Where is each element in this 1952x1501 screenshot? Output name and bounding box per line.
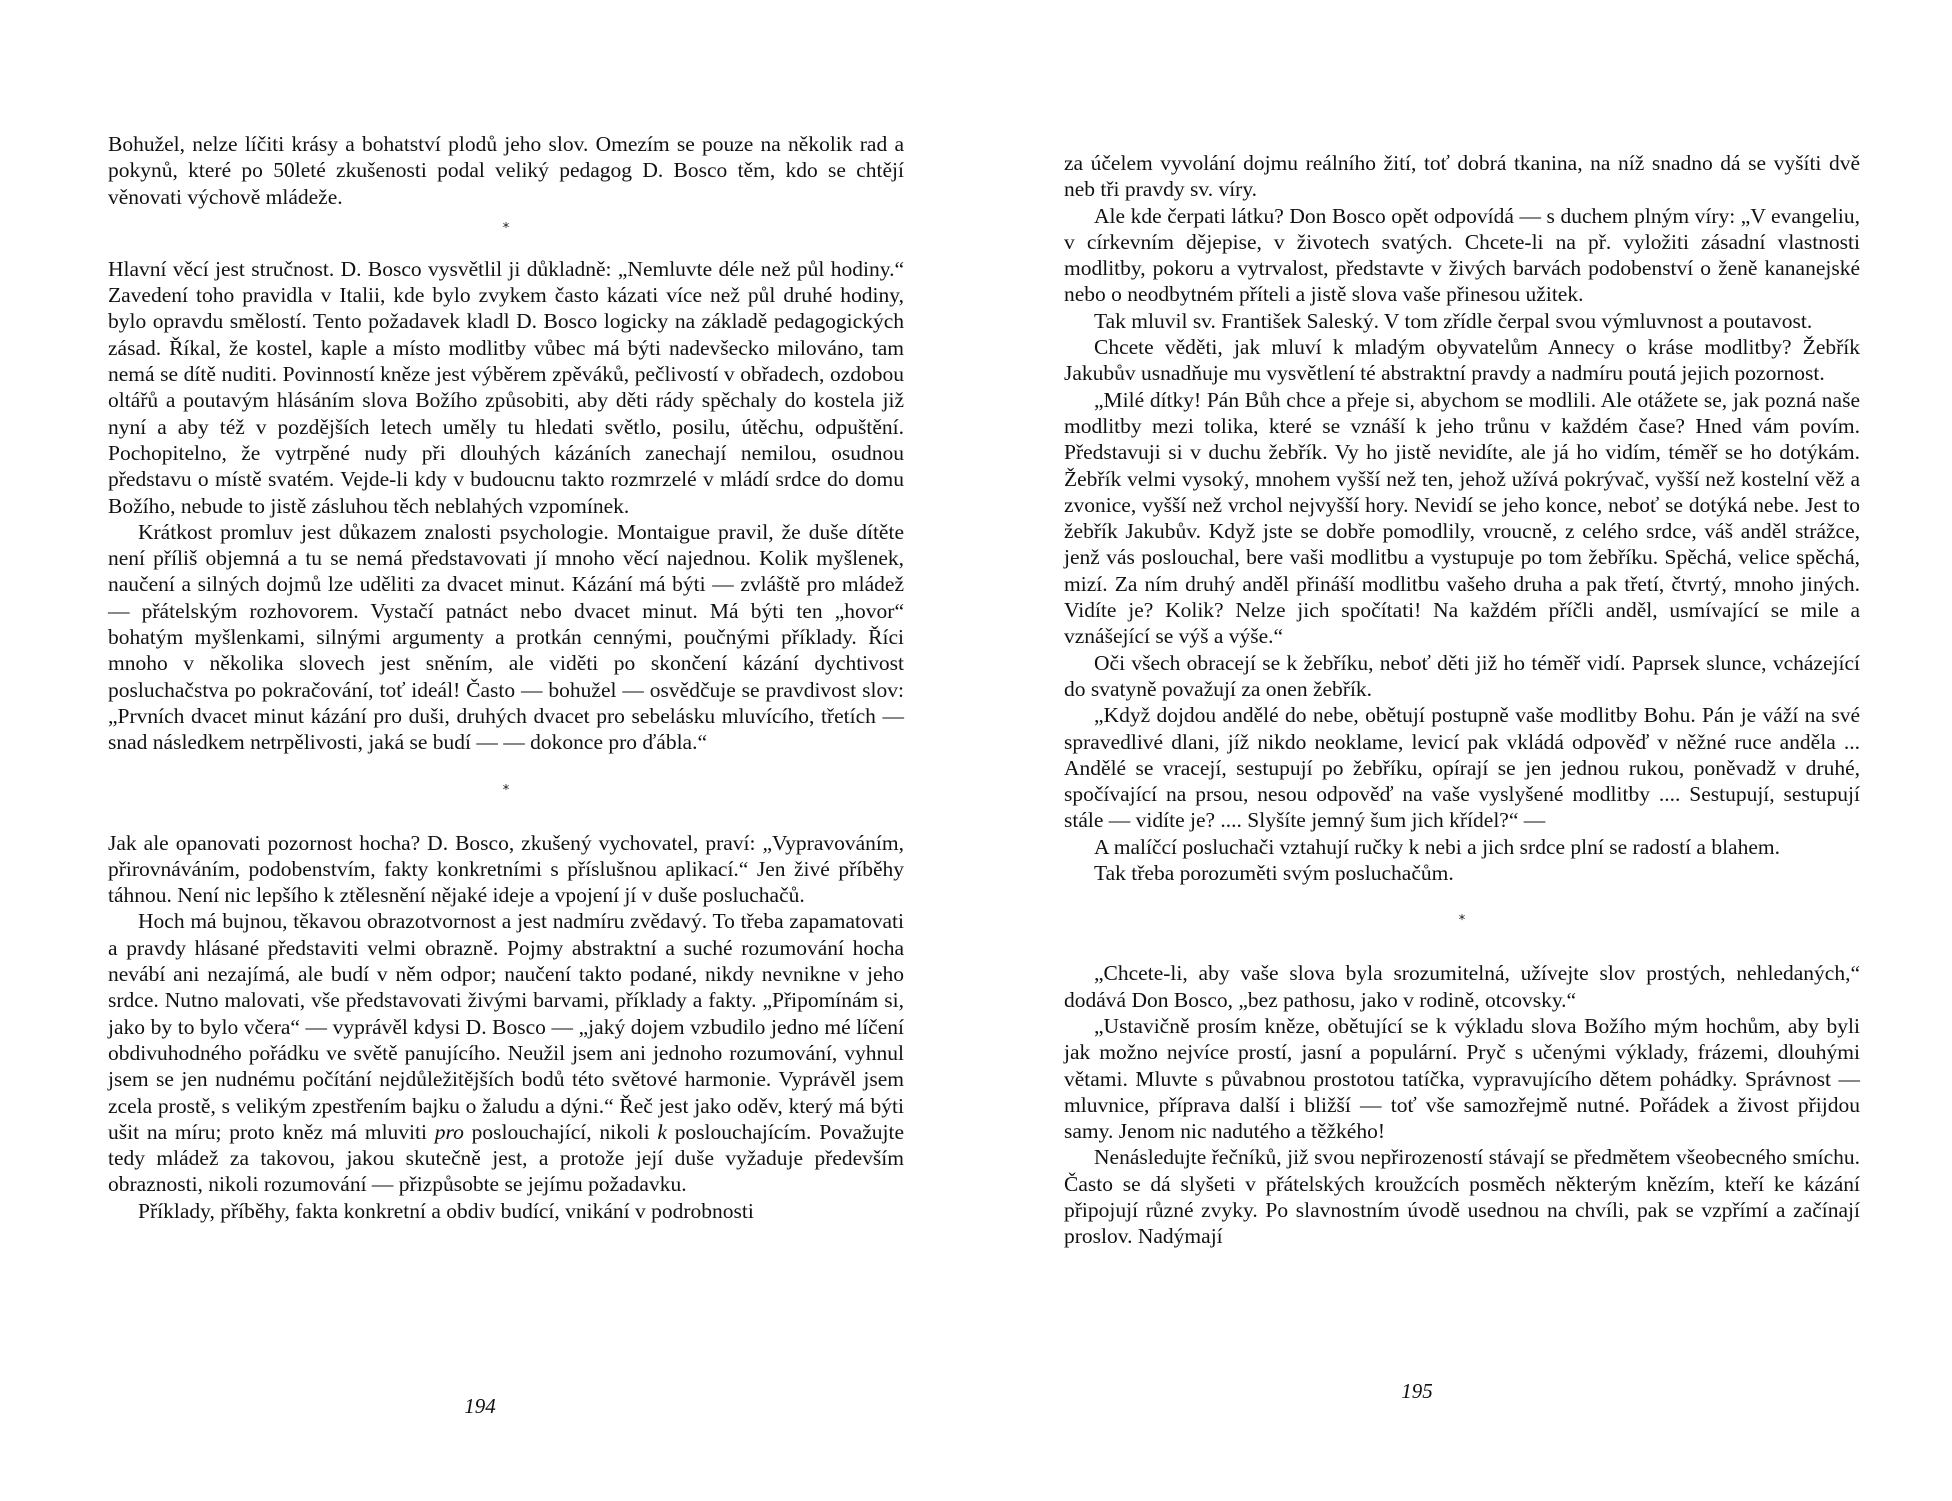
- text-run: poslouchající, nikoli: [471, 1119, 650, 1144]
- paragraph: Oči všech obracejí se k žebříku, neboť děti již ho téměř vidí. Paprsek slunce, vcházející do svatyně považují za onen žebřík.: [1064, 650, 1860, 701]
- section-separator: *: [502, 782, 510, 798]
- paragraph: „Chcete-li, aby vaše slova byla srozumitelná, užívejte slov prostých, nehledaných,“ dodává Don Bosco, „bez pathosu, jako v rodině, otcovsky.“: [1064, 961, 1860, 1012]
- paragraph: „Milé dítky! Pán Bůh chce a přeje si, abychom se modlili. Ale otážete se, jak pozná naše modlitby mezi tolika, které se vznáší k jeho trůnu v každém čase? Hned vám povím. Představuji si v duchu žebřík. Vy ho jistě nevidíte, ale já ho vidím, téměř se ho dotýkám. Žebřík velmi vysoký, mnohem vyšší než ten, jehož užívá pokrývač, vyšší než kostelní věž a zvonice, vyšší než vrchol nejvyšší hory. Nevidí se jeho konce, neboť se dotýká nebe. Jest to žebřík Jakubův. Když jste se dobře pomodlily, vroucně, z celého srdce, váš anděl strážce, jenž vás poslouchal, bere vaši modlitbu a vystupuje po tom žebříku. Spěchá, velice spěchá, mizí. Za ním druhý anděl přináší modlitbu vašeho druha a pak třetí, čtvrtý, mnoho jiných. Vidíte je? Kolik? Nelze jich spočítati! Na každém příčli anděl, usmívající se mile a vznášející se výš a výše.“: [1064, 387, 1860, 649]
- right-text-column: [1064, 150, 1860, 1250]
- paragraph: za účelem vyvolání dojmu reálního žití, toť dobrá tkanina, na níž snadno dá se vyšíti dvě neb tři pravdy sv. víry.: [1064, 151, 1860, 202]
- paragraph: Krátkost promluv jest důkazem znalosti psychologie. Montaigue pravil, že duše dítěte není příliš objemná a tu se nemá představovati jí mnoho věcí najednou. Kolik myšlenek, naučení a silných dojmů lze uděliti za dvacet minut. Kázání má býti — zvláště pro mládež — přátelským rozhovorem. Vystačí patnáct nebo dvacet minut. Má býti ten „hovor“ bohatým myšlenkami, silnými argumenty a protkán cennými, poučnými příklady. Říci mnoho v několika slovech jest sněním, ale viděti po skončení kázání dychtivost posluchačstva po pokračování, toť ideál! Často — bohužel — osvědčuje se pravdivost slov: „Prvních dvacet minut kázání pro duši, druhých dvacet pro sebelásku mluvícího, třetích — snad následkem netrpělivosti, jaká se budí — — dokonce pro ďábla.“: [108, 519, 904, 755]
- italic-word: k: [657, 1119, 667, 1144]
- paragraph: Bohužel, nelze líčiti krásy a bohatství plodů jeho slov. Omezím se pouze na několik rad a pokynů, které po 50leté zkušenosti podal veliký pedagog D. Bosco těm, kdo se chtějí věnovati výchově mládeže.: [108, 132, 904, 209]
- page-number: 195: [1401, 1379, 1433, 1403]
- section-separator: *: [502, 220, 510, 236]
- italic-word: pro: [434, 1119, 464, 1144]
- paragraph: „Ustavičně prosím kněze, obětující se k výkladu slova Božího mým hochům, aby byli jak možno nejvíce prostí, jasní a populární. Pryč s učenými výklady, frázemi, dlouhými větami. Mluvte s půvabnou prostotou tatíčka, vypravujícího dětem pohádky. Správnost — mluvnice, příprava další i bližší — toť vše samozřejmě nutné. Pořádek a živost přijdou samy. Jenom nic nadutého a těžkého!: [1064, 1013, 1860, 1144]
- paragraph: „Když dojdou andělé do nebe, obětují postupně vaše modlitby Bohu. Pán je váží na své spravedlivé dlani, jíž nikdo neoklame, levicí pak vkládá odpověď v něžné ruce anděla ... Andělé se vracejí, sestupují po žebříku, opírají se jen jednou rukou, poněvadž v druhé, spočívající na prsou, nesou odpověď na vaše vyslyšené modlitby .... Sestupují, sestupují stále — vidíte je? .... Slyšíte jemný šum jich křídel?“ —: [1064, 703, 1860, 833]
- paragraph: Nenásledujte řečníků, již svou nepřirozeností stávají se předmětem všeobecného smíchu. Často se dá slyšeti v přátelských kroužcích posměch některým knězím, kteří ke kázání připojují různé zvyky. Po slavnostním úvodě usednou na chvíli, pak se vzpřímí a začínají proslov. Nadýmají: [1064, 1145, 1860, 1249]
- paragraph: Hlavní věcí jest stručnost. D. Bosco vysvětlil ji důkladně: „Nemluvte déle než půl hodiny.“ Zavedení toho pravidla v Italii, kde bylo zvykem často kázati více než půl druhé hodiny, bylo opravdu smělostí. Tento požadavek kladl D. Bosco logicky na základě pedagogických zásad. Říkal, že kostel, kaple a místo modlitby vůbec má býti nadevšecko milováno, tam nemá se dítě nuditi. Povinností kněze jest výběrem zpěváků, pečlivostí v obřadech, ozdobou oltářů a poutavým hlásáním slova Božího způsobiti, aby děti rády spěchaly do kostela již nyní a aby též v pozdějších letech uměly tu hledati světlo, posilu, útěchu, odpuštění. Pochopitelno, že vytrpěné nudy při dlouhých kázáních zanechají nemilou, osudnou představu o místě svatém. Vejde-li kdy v budoucnu takto rozmrzelé v mládí srdce do domu Božího, nebude to jistě zásluhou těch neblahých vzpomínek.: [108, 256, 904, 518]
- page-number: 194: [464, 1394, 496, 1418]
- paragraph: Chcete věděti, jak mluví k mladým obyvatelům Annecy o kráse modlitby? Žebřík Jakubův usnadňuje mu vysvětlení té abstraktní pravdy a nadmíru poutá jejich pozornost.: [1064, 335, 1860, 386]
- paragraph: Tak mluvil sv. František Saleský. V tom zřídle čerpal svou výmluvnost a poutavost.: [1094, 308, 1813, 333]
- text-run: poslouchajícím. Považujte tedy mládež za takovou, jakou skutečně jest, a protože její duše vyžaduje především obraznosti, nikoli rozumování — přizpůsobte se jejímu požadavku.: [108, 1119, 904, 1197]
- paragraph: A malíčcí posluchači vztahují ručky k nebi a jich srdce plní se radostí a blahem.: [1094, 834, 1780, 859]
- section-separator: *: [1458, 913, 1466, 929]
- paragraph: Příklady, příběhy, fakta konkretní a obdiv budící, vnikání v podrobnosti: [138, 1198, 754, 1223]
- paragraph: Tak třeba porozuměti svým posluchačům.: [1094, 861, 1454, 886]
- paragraph: Jak ale opanovati pozornost hocha? D. Bosco, zkušený vychovatel, praví: „Vypravováním, přirovnáváním, podobenstvím, fakty konkretními s příslušnou aplikací.“ Jen živé příběhy táhnou. Není nic lepšího k ztělesnění nějaké ideje a vpojení jí v duše posluchačů.: [108, 830, 904, 908]
- paragraph: [108, 908, 904, 1197]
- left-text-column: [108, 131, 904, 1224]
- text-run: Hoch má bujnou, těkavou obrazotvornost a jest nadmíru zvědavý. To třeba zapamatovati a pravdy hlásané představiti velmi obrazně. Pojmy abstraktní a suché rozumování hocha nevábí ani nezajímá, ale budí v něm odpor; naučení takto podané, nikdy nevnikne v jeho srdce. Nutno malovati, vše představovati živými barvami, příklady a fakty. „Připomínám si, jako by to bylo včera“ — vyprávěl kdysi D. Bosco — „jaký dojem vzbudilo jedno mé líčení obdivuhodného pořádku ve světě panujícího. Neužil jsem ani jednoho rozumování, vyhnul jsem se jen nudnému počítání nejdůležitějších bodů této světové harmonie. Vyprávěl jsem zcela prostě, s velikým zpestřením bajku o žaludu a dýni.“ Řeč jest jako oděv, který má býti ušit na míru; proto kněz má mluviti: [108, 909, 904, 1144]
- paragraph: Ale kde čerpati látku? Don Bosco opět odpovídá — s duchem plným víry: „V evangeliu, v církevním dějepise, v životech svatých. Chcete-li na př. vyložiti zásadní vlastnosti modlitby, pokoru a vytrvalost, představte v živých barvách podobenství o ženě kananejské nebo o neodbytném příteli a jistě slova vaše přinesou užitek.: [1064, 203, 1860, 307]
- right-page: [976, 0, 1952, 1501]
